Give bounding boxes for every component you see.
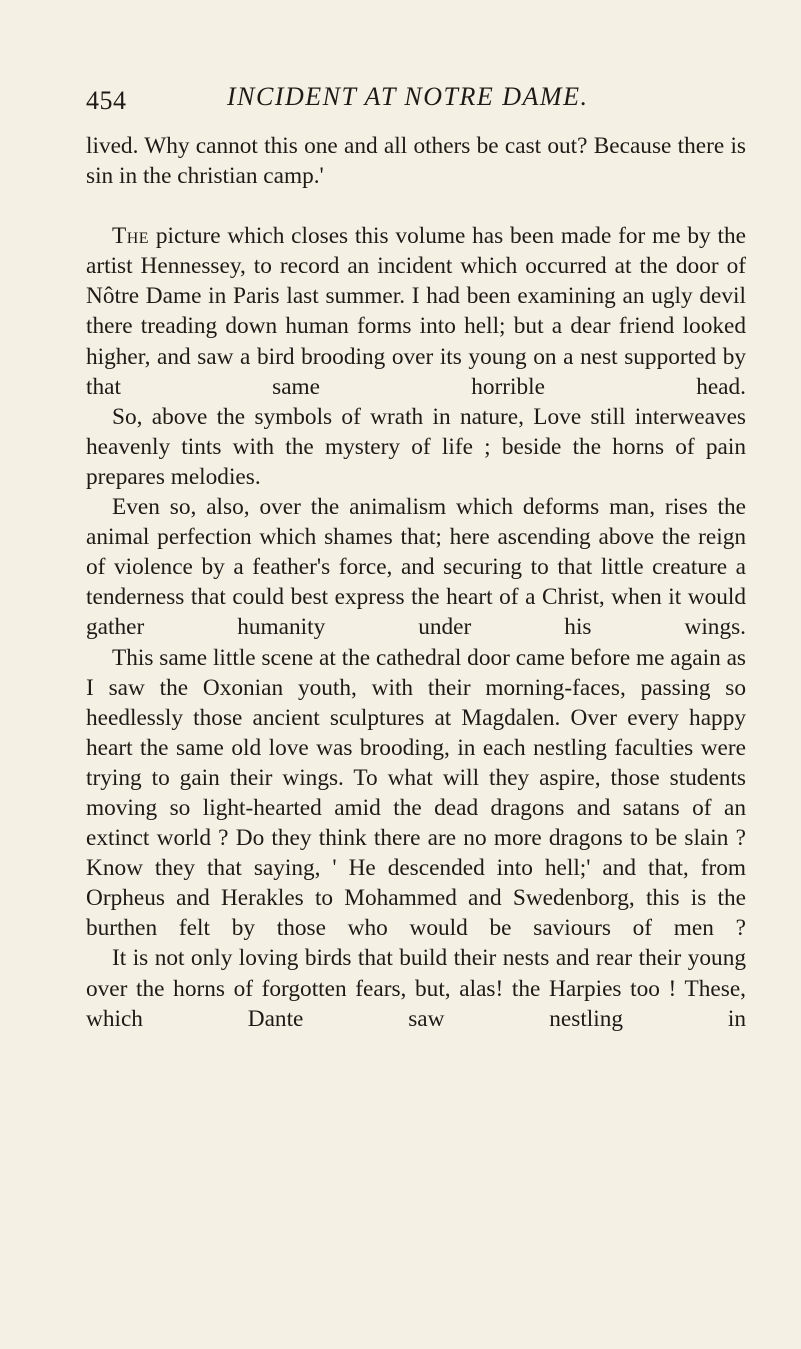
body-text <box>86 131 746 1034</box>
small-caps-lead: The <box>112 223 150 250</box>
paragraph: Even so, also, over the animalism which deforms man, rises the animal perfection which shames that; here ascending above the reign of violence by a feather's force, and securing to that little creature a tenderness that could best express the heart of a Christ, when it would gather humanity under his wings. <box>86 494 746 641</box>
page-number: 454 <box>86 86 127 115</box>
paragraph-section-start <box>86 221 746 402</box>
running-title: INCIDENT AT NOTRE DAME. <box>227 82 589 111</box>
paragraph: So, above the symbols of wrath in nature, Love still interweaves heavenly tints with the mystery of life ; beside the horns of pain prepares melodies. <box>86 403 746 490</box>
running-head <box>86 82 746 116</box>
paragraph-continuation: lived. Why cannot this one and all others be cast out? Because there is sin in the christian camp.' <box>86 133 746 190</box>
paragraph: This same little scene at the cathedral door came before me again as I saw the Oxonian youth, with their morning-faces, passing so heedlessly those ancient sculptures at Magdalen. Over every happy heart the same old love was brooding, in each nestling faculties were trying to gain their wings. To what will they aspire, those students moving so light-hearted amid the dead dragons and satans of an extinct world ? Do they think there are no more dragons to be slain ? Know they that saying, ' He descended into hell;' and that, from Orpheus and Herakles to Mohammed and Swedenborg, this is the burthen felt by those who would be saviours of men ? <box>86 644 746 942</box>
paragraph-text: picture which closes this volume has been made for me by the artist Hennessey, to record an incident which occurred at the door of Nôtre Dame in Paris last summer. I had been examining an ugly devil there treading down human forms into hell; but a dear friend looked higher, and saw a bird brooding over its young on a nest supported by that same horrible head. <box>86 223 746 400</box>
paragraph: It is not only loving birds that build their nests and rear their young over the horns of forgotten fears, but, alas! the Harpies too ! These, which Dante saw nestling in <box>86 945 746 1032</box>
